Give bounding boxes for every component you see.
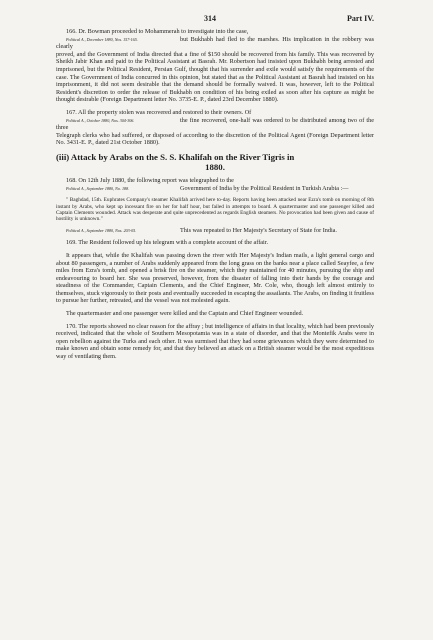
paragraph-169-casualties: The quartermaster and one passenger were killed and the Captain and Chief Engineer wounded. (66, 310, 304, 318)
paragraph-167-lead: 167. All the property stolen was recovered and restored to their owners. Of (66, 108, 252, 116)
page-header (56, 14, 374, 28)
paragraph-168-lead: 168. On 12th July 1880, the following report was telegraphed to the (66, 176, 234, 184)
repeated-note: This was repeated to Her Majesty's Secretary of State for India. (180, 226, 337, 234)
section-heading-line1: (iii) Attack by Arabs on the S. S. Khalifah on the River Tigris in (56, 151, 295, 162)
page-content (56, 14, 374, 361)
paragraph-166-lead: 166. Dr. Bowman proceeded to Mohammerah to investigate into the case, (66, 28, 249, 35)
paragraph-166-first: but Bukhabh had fled to the marshes. His implication in the robbery was clearly (56, 35, 374, 51)
section-heading (56, 152, 374, 172)
part-label: Part IV. (347, 14, 374, 23)
paragraph-166-body: proved, and the Government of India directed that a fine of $150 should be recovered from his family. This was recovered by Sheikh Jabir Khan and paid to the Political Assistant at Basrah. Mr. Robertson had insisted upon Bukhabh being arrested and imprisoned, but the Political Resident, Persian Gulf, thought that his surrender and exile would satisfy the requirements of the case. The Government of India concurred in this opinion, but stated that as the Political Assistant at Basrah had insisted on his imprisonment, it did not seem desirable that the demand should be formally waived. It was, however, left to the Political Resident's discretion to order the release of Bukhabh on condition of his being exiled as soon after his capture as might be thought desirable (Foreign Department letter No. 3735-E. P., dated 23rd December 1880). (56, 50, 374, 104)
page-number: 314 (204, 14, 216, 23)
marginal-reference: Political A., December 1880, Nos. 157-165. (66, 36, 138, 42)
paragraph-167-body: Telegraph clerks who had suffered, or disposed of according to the discretion of the Political Agent (Foreign Department letter No. 3431-E. P., dated 21st October 1880). (56, 131, 374, 147)
paragraph-170: 170. The reports showed no clear reason for the affray ; but intelligence of affairs in that locality, which had been previously received, indicated that the whole of Southern Mesopotamia was in a state of disorder, and that the Montefik Arabs were in open rebellion against the Turks and each other. It was surmised that they had some grievances which they were determined to make known and obtain some remedy for, and that they believed an attack on a British steamer would be the most expeditious way of ventilating them. (56, 322, 374, 361)
paragraph-169-lead: 169. The Resident followed up his telegram with a complete account of the affair. (66, 239, 269, 247)
marginal-reference: Political A., September 1880, Nos. 203-05. (66, 227, 137, 233)
telegram-quote: " Baghdad, 15th. Euphrates Company's steamer Khalifah arrived here to-day. Reports having been attacked near Ezra's tomb on morning of 8th instant by Arabs, who kept up incessant fire on her for half hour, but failed in attempts to board. A quartermaster and one passenger killed and Captain Clements wounded. Attack was desperate and quite unprecedented as regards English steamers. No provocation had been given and cause of hostility is unknown." (56, 197, 374, 223)
marginal-reference: Political A., September 1880, No. 188. (66, 185, 130, 191)
section-heading-line2: 1880. (205, 161, 225, 172)
paragraph-167-first: the fine recovered, one-half was ordered to be distributed among two of the three (56, 116, 374, 132)
paragraph-168-first: Government of India by the Political Resident in Turkish Arabia :— (180, 184, 349, 192)
marginal-reference: Political A., October 1880, Nos. 304-306. (66, 117, 135, 123)
paragraph-169-body: It appears that, while the Khalifah was passing down the river with Her Majesty's Indian mails, a light general cargo and about 80 passengers, a number of Arabs suddenly appeared from the long grass on the banks near a place called Seayfee, a few miles from Ezra's tomb, and opened a brisk fire on the steamer, which they maintained for 40 minutes, pursuing the ship and endeavouring to board her. She was preserved, however, from the disaster of falling into their hands by the courage and steadiness of the Commander, Captain Clements, and the Chief Engineer, Mr. Cole, who, though left almost entirely to themselves, stuck vigorously to their posts and eventually succeeded in escaping the assailants. The Arabs, on finding it fruitless to pursue her further, retreated, and the vessel was not molested again. (56, 251, 374, 305)
